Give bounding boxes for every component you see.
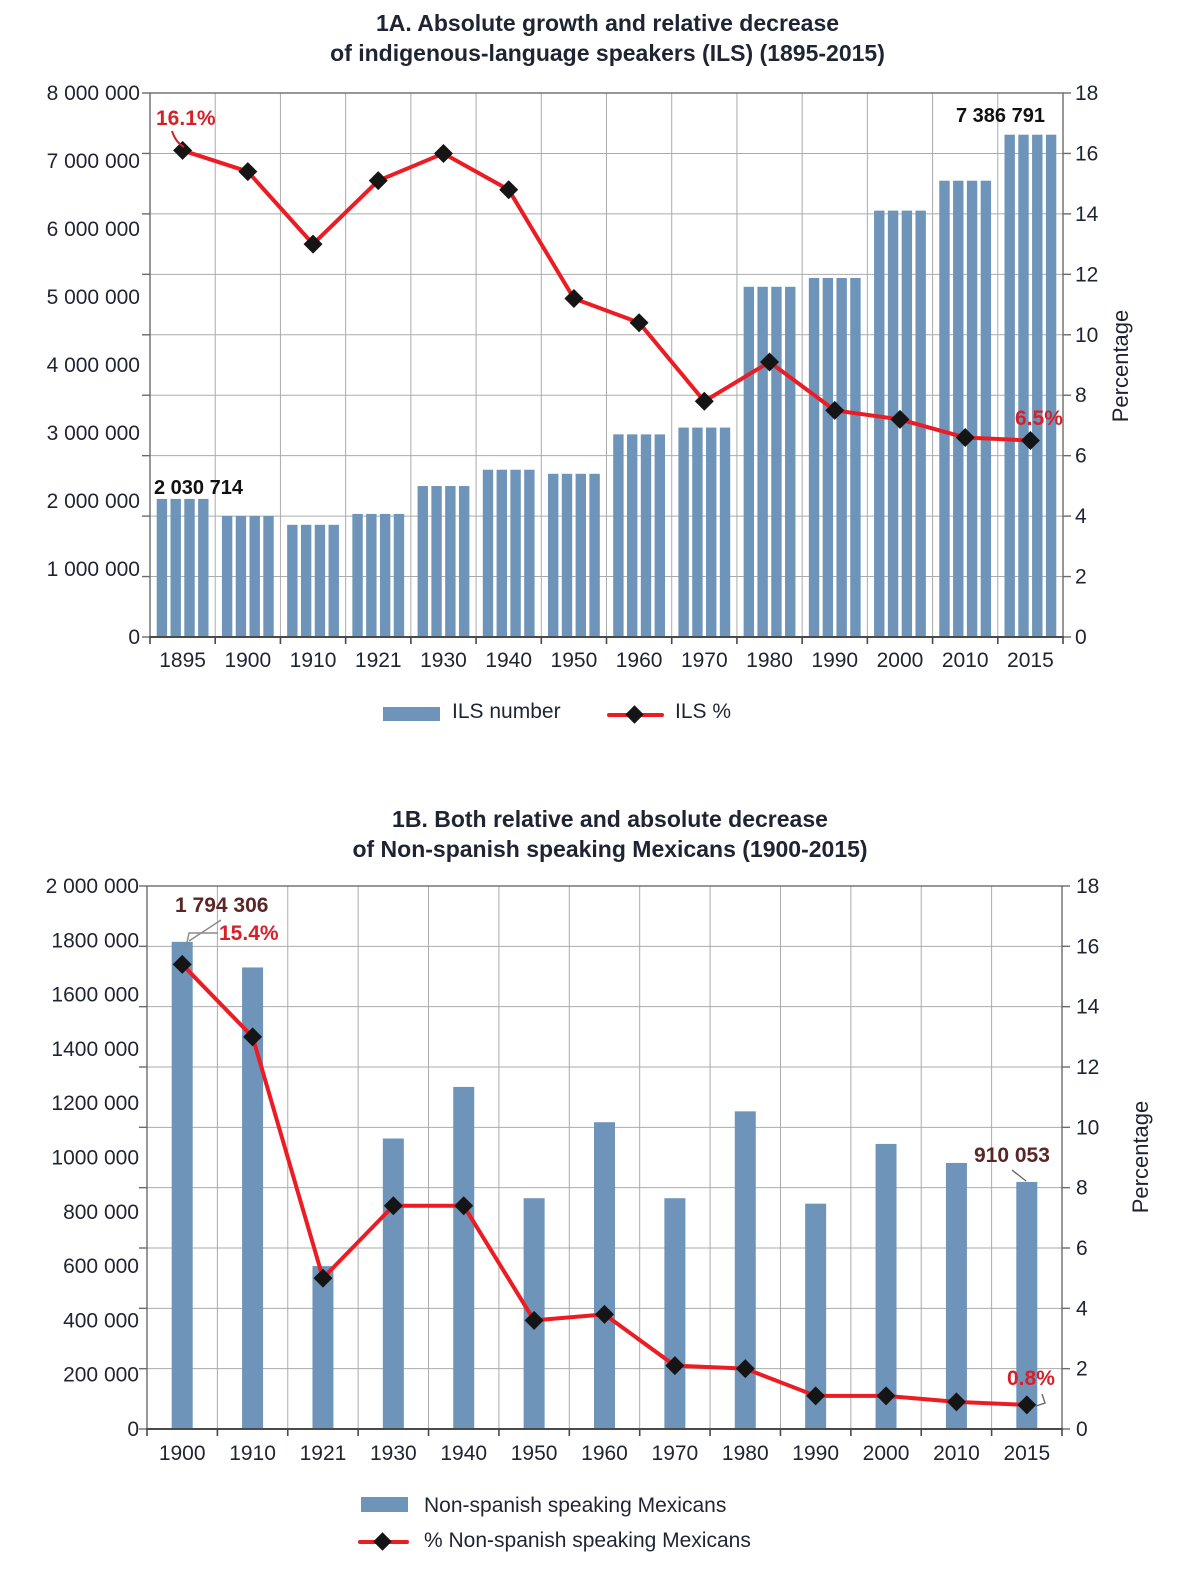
right-axis-tick-label: 10 [1076,1116,1100,1140]
bar-1B-2015 [1016,1182,1037,1429]
bar-1A-1970 [706,428,716,637]
bar-1B-1930 [383,1138,404,1429]
bar-1A-2000 [874,211,884,637]
right-axis-tick-label: 0 [1075,626,1087,649]
annotation-leader-line [1036,1394,1045,1406]
bar-1A-1950 [589,474,599,637]
left-axis-tick-label: 1600 000 [51,983,139,1007]
left-axis-tick-label: 1 000 000 [46,558,140,581]
bar-1B-2000 [876,1144,897,1429]
bar-1A-2015 [1004,135,1014,637]
annotation-1a-start-percent: 16.1% [156,107,216,130]
annotation-leader-line [1012,1170,1026,1181]
bar-1A-1895 [184,499,194,637]
x-axis-tick-label: 1930 [369,1442,417,1465]
chart-1a-title-line1: 1A. Absolute growth and relative decrease [375,10,840,36]
marker-1A-1940 [499,180,518,199]
bar-1A-1990 [836,278,846,637]
left-axis-tick-label: 800 000 [63,1200,139,1224]
bar-1A-1930 [418,486,428,637]
x-axis-tick-label: 1960 [581,1442,628,1465]
bar-1A-1921 [352,514,362,637]
annotation-leader-line [172,131,184,147]
bar-1A-1930 [459,486,469,637]
left-axis-tick-label: 7 000 000 [46,150,140,173]
x-axis-tick-label: 2010 [941,649,989,672]
right-axis-tick-label: 16 [1076,935,1100,959]
bar-1A-2010 [953,181,963,637]
bar-1A-1970 [678,428,688,637]
x-axis-tick-label: 1900 [224,649,272,672]
x-axis-tick-label: 1990 [792,1442,840,1465]
bar-1A-1940 [497,470,507,637]
bar-1B-1900 [172,942,193,1429]
bar-1A-1910 [329,525,339,637]
bar-1A-2015 [1018,135,1028,637]
x-axis-tick-label: 1950 [510,1442,558,1465]
legend-label-nonspanish-percent: % Non-spanish speaking Mexicans [424,1529,751,1552]
legend-bar-swatch [383,707,440,721]
bar-1A-1900 [263,516,273,637]
bar-1A-1980 [757,287,767,637]
bar-1A-1960 [655,434,665,637]
x-axis-tick-label: 2000 [862,1442,910,1465]
bar-1A-1970 [720,428,730,637]
left-axis-tick-label: 5 000 000 [46,286,140,309]
bar-1B-1921 [312,1266,333,1429]
annotation-1b-start-percent: 15.4% [219,922,279,945]
left-axis-tick-label: 0 [127,1418,139,1441]
bar-1A-1921 [366,514,376,637]
bar-1A-2015 [1046,135,1056,637]
annotation-leader-line [189,920,221,941]
right-axis-tick-label: 8 [1075,384,1087,408]
left-axis-tick-label: 400 000 [63,1309,139,1333]
bar-1B-1980 [735,1111,756,1429]
right-axis-tick-label: 2 [1075,565,1087,589]
bar-1A-1910 [315,525,325,637]
bar-1A-1950 [576,474,586,637]
bar-1A-1950 [548,474,558,637]
marker-1A-1895 [173,141,192,160]
right-axis-tick-label: 12 [1076,1056,1100,1079]
left-axis-tick-label: 4 000 000 [46,354,140,377]
bar-1B-2010 [946,1163,967,1429]
bar-1A-2010 [939,181,949,637]
right-axis-tick-label: 4 [1075,505,1087,529]
right-axis-title: Percentage [1108,309,1133,423]
left-axis-tick-label: 1000 000 [51,1146,139,1170]
right-axis-title: Percentage [1128,1100,1153,1214]
annotation-1b-end-value: 910 053 [974,1144,1050,1167]
right-axis-tick-label: 4 [1076,1297,1088,1321]
bar-1A-1921 [394,514,404,637]
left-axis-tick-label: 8 000 000 [46,82,140,105]
bar-1A-1990 [823,278,833,637]
bar-1A-2010 [967,181,977,637]
right-axis-tick-label: 14 [1075,202,1099,226]
annotation-1a-end-value: 7 386 791 [956,105,1045,127]
marker-1A-1950 [564,289,583,308]
bar-1A-1960 [613,434,623,637]
right-axis-tick-label: 18 [1076,875,1100,898]
bar-1A-1900 [222,516,232,637]
left-axis-tick-label: 3 000 000 [46,422,140,445]
x-axis-tick-label: 1930 [420,649,467,672]
x-axis-tick-label: 1921 [354,649,402,672]
bar-1A-2010 [981,181,991,637]
legend-label-ils-number: ILS number [452,700,561,723]
left-axis-tick-label: 1200 000 [51,1092,139,1116]
right-axis-tick-label: 12 [1075,263,1099,287]
bar-1B-1970 [664,1198,685,1429]
x-axis-tick-label: 1980 [746,649,793,672]
marker-1A-1930 [434,144,453,163]
x-axis-tick-label: 2000 [876,649,924,672]
left-axis-tick-label: 600 000 [63,1255,139,1279]
x-axis-tick-label: 1970 [651,1442,699,1465]
annotation-1a-end-percent: 6.5% [1015,407,1063,430]
right-axis-tick-label: 16 [1075,142,1099,166]
left-axis-tick-label: 200 000 [63,1363,139,1387]
bar-1A-1895 [157,499,167,637]
bar-1A-1900 [250,516,260,637]
x-axis-tick-label: 1910 [229,1442,276,1465]
legend-label-nonspanish: Non-spanish speaking Mexicans [424,1494,727,1517]
bar-1A-1895 [198,499,208,637]
bar-1A-1980 [785,287,795,637]
bar-1A-2015 [1032,135,1042,637]
bar-1A-1950 [562,474,572,637]
right-axis-tick-label: 6 [1075,444,1087,468]
bar-1A-1900 [236,516,246,637]
left-axis-tick-label: 6 000 000 [46,218,140,241]
bar-1A-1910 [301,525,311,637]
bar-1A-1940 [510,470,520,637]
x-axis-tick-label: 2015 [1007,649,1054,672]
left-axis-tick-label: 1400 000 [51,1037,139,1061]
legend-bar-swatch [361,1497,408,1512]
bar-1A-1980 [771,287,781,637]
right-axis-tick-label: 8 [1076,1176,1088,1200]
bar-1A-1980 [744,287,754,637]
x-axis-tick-label: 2015 [1003,1442,1051,1465]
left-axis-tick-label: 1800 000 [51,929,139,953]
right-axis-tick-label: 18 [1075,82,1099,105]
x-axis-tick-label: 1900 [158,1442,206,1465]
bar-1B-1960 [594,1122,615,1429]
left-axis-tick-label: 0 [128,626,140,649]
bar-1A-1921 [380,514,390,637]
right-axis-tick-label: 10 [1075,323,1099,347]
x-axis-tick-label: 1960 [615,649,663,672]
x-axis-tick-label: 1940 [440,1442,488,1465]
bar-1A-1930 [431,486,441,637]
annotation-1b-end-percent: 0.8% [1007,1367,1055,1390]
x-axis-tick-label: 1921 [299,1442,347,1465]
bar-1A-1990 [809,278,819,637]
right-axis-tick-label: 14 [1076,995,1100,1019]
left-axis-tick-label: 2 000 000 [45,875,139,898]
chart-1a-title-line2: of indigenous-language speakers (ILS) (1895-2015) [330,40,885,66]
x-axis-tick-label: 1940 [485,649,533,672]
bar-1A-1940 [524,470,534,637]
x-axis-tick-label: 1895 [159,649,206,672]
left-axis-tick-label: 2 000 000 [46,490,140,513]
bar-1A-1910 [287,525,297,637]
x-axis-tick-label: 1910 [289,649,337,672]
right-axis-tick-label: 0 [1076,1418,1088,1441]
annotation-1a-start-value: 2 030 714 [154,477,243,499]
x-axis-tick-label: 2010 [933,1442,980,1465]
bar-1A-1940 [483,470,493,637]
right-axis-tick-label: 2 [1076,1357,1088,1381]
chart-1b-title-line2: of Non-spanish speaking Mexicans (1900-2015) [352,836,868,862]
x-axis-tick-label: 1970 [680,649,728,672]
bar-1A-1960 [641,434,651,637]
legend-label-ils-percent: ILS % [675,700,732,723]
right-axis-tick-label: 6 [1076,1237,1088,1260]
chart-1b-title-line1: 1B. Both relative and absolute decrease [392,806,828,832]
bar-1B-1940 [453,1087,474,1429]
annotation-1b-start-value: 1 794 306 [175,894,269,917]
bar-1A-1960 [627,434,637,637]
bar-1A-1970 [692,428,702,637]
bar-1A-1895 [171,499,181,637]
x-axis-tick-label: 1980 [721,1442,769,1465]
x-axis-tick-label: 1990 [811,649,859,672]
bar-1A-1990 [850,278,860,637]
bar-1A-1930 [445,486,455,637]
x-axis-tick-label: 1950 [550,649,598,672]
